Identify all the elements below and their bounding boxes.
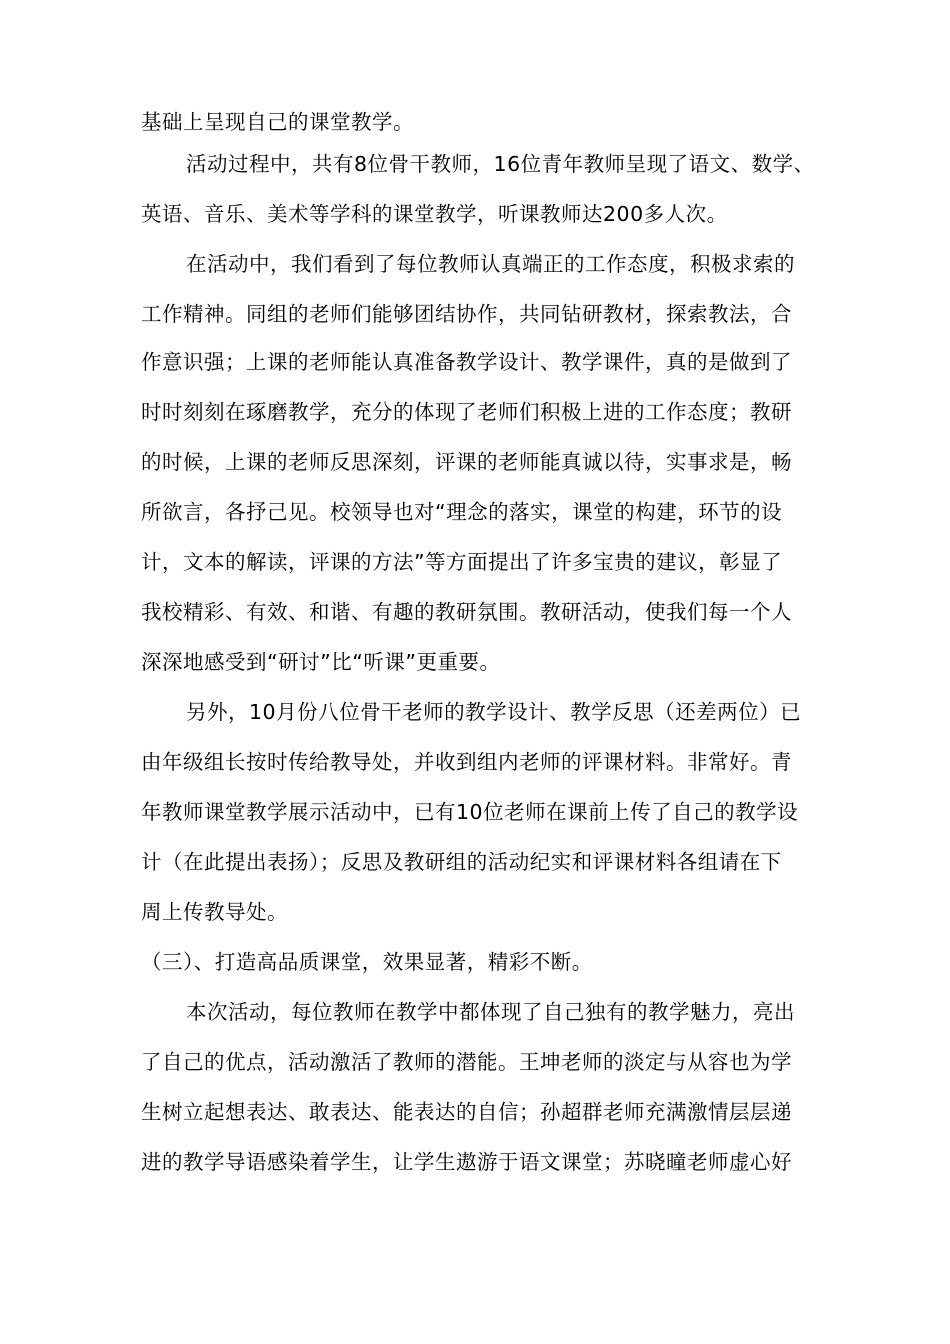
- text-line: 时时刻刻在琢磨教学，充分的体现了老师们积极上进的工作态度；教研: [141, 400, 792, 424]
- text-line: 英语、音乐、美术等学科的课堂教学，听课教师达200多人次。: [141, 202, 728, 226]
- text-line: 所欲言，各抒己见。校领导也对“理念的落实，课堂的构建，环节的设: [141, 500, 783, 524]
- text-line: 基础上呈现自己的课堂教学。: [141, 110, 414, 134]
- text-line: 计（在此提出表扬）；反思及教研组的活动纪实和评课材料各组请在下: [141, 850, 782, 874]
- text-line: 年教师课堂教学展示活动中，已有10位老师在课前上传了自己的教学设: [141, 800, 799, 824]
- text-line: 由年级组长按时传给教导处，并收到组内老师的评课材料。非常好。青: [141, 750, 792, 774]
- text-line: 周上传教导处。: [141, 900, 288, 924]
- text-line: 生树立起想表达、敢表达、能表达的自信；孙超群老师充满激情层层递: [141, 1100, 792, 1124]
- text-line: 了自己的优点，活动激活了教师的潜能。王坤老师的淡定与从容也为学: [141, 1050, 792, 1074]
- text-line: 作意识强；上课的老师能认真准备教学设计、教学课件，真的是做到了: [141, 350, 792, 374]
- text-line: 另外，10月份八位骨干老师的教学设计、教学反思（还差两位）已: [186, 700, 802, 724]
- text-line: 本次活动，每位教师在教学中都体现了自己独有的教学魅力，亮出: [186, 1000, 795, 1024]
- text-line: 计，文本的解读，评课的方法”等方面提出了许多宝贵的建议，彰显了: [141, 550, 783, 574]
- section-heading: （三）、打造高品质课堂，效果显著，精彩不断。: [141, 950, 593, 974]
- text-line: 进的教学导语感染着学生，让学生遨游于语文课堂；苏晓曈老师虚心好: [141, 1150, 792, 1174]
- text-line: 我校精彩、有效、和谐、有趣的教研氛围。教研活动，使我们每一个人: [141, 600, 792, 624]
- text-line: 在活动中，我们看到了每位教师认真端正的工作态度，积极求索的: [186, 252, 795, 276]
- text-line: 深深地感受到“研讨”比“听课”更重要。: [141, 650, 501, 674]
- text-line: 工作精神。同组的老师们能够团结协作，共同钻研教材，探索教法，合: [141, 302, 792, 326]
- text-line: 的时候，上课的老师反思深刻，评课的老师能真诚以待，实事求是，畅: [141, 450, 792, 474]
- text-line: 活动过程中，共有8位骨干教师，16位青年教师呈现了语文、数学、: [186, 152, 815, 176]
